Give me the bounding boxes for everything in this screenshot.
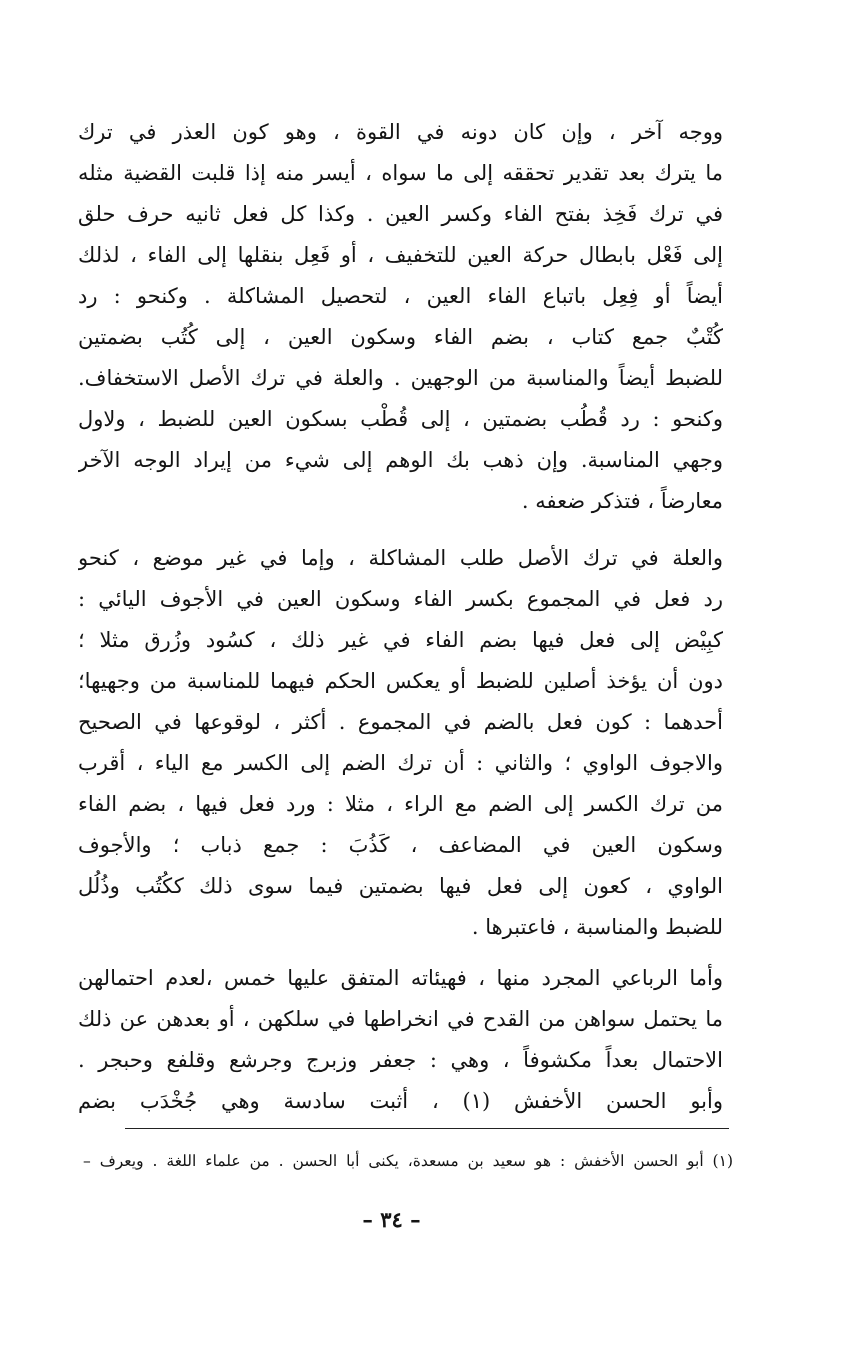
text-line: والعلة في ترك الأصل طلب المشاكلة ، وإما في غير موضع ، كنحو — [78, 546, 723, 570]
text-line: للضبط والمناسبة ، فاعتبرها . — [471, 915, 723, 939]
text-line: وأبو الحسن الأخفش (١) ، أثبت سادسة وهي جُخْدَب بضم — [78, 1089, 723, 1113]
text-line: وجهي المناسبة. وإن ذهب بك الوهم إلى شيء من إيراد الوجه الآخر — [78, 448, 723, 472]
text-line: وكنحو : رد قُطُب بضمتين ، إلى قُطْب بسكون العين للضبط ، ولاول — [78, 407, 723, 431]
text-line: والاجوف الواوي ؛ والثاني : أن ترك الضم إلى الكسر مع الياء ، أقرب — [78, 751, 723, 775]
text-line: أيضاً أو فِعِل باتباع الفاء العين ، لتحصيل المشاكلة . وكنحو : رد — [78, 284, 723, 308]
text-line: الاحتمال بعداً مكشوفاً ، وهي : جعفر وزبرج وجرشع وقلفع وحبجر . — [78, 1048, 723, 1072]
paragraph-1 — [78, 112, 723, 522]
text-line: أحدهما : كون فعل بالضم في المجموع . أكثر ، لوقوعها في الصحيح — [78, 710, 723, 734]
text-line: وسكون العين في المضاعف ، كَذُبَ : جمع ذباب ؛ والأجوف — [78, 833, 723, 857]
footnote-divider — [125, 1128, 729, 1129]
text-line: الواوي ، كعون إلى فعل فيها بضمتين فيما سوى ذلك ككُتُب وذُلُل — [78, 874, 723, 898]
text-line: إلى فَعْل بابطال حركة العين للتخفيف ، أو فَعِل بنقلها إلى الفاء ، لذلك — [78, 243, 723, 267]
text-line: ما يترك بعد تقدير تحققه إلى ما سواه ، أيسر منه إذا قلبت القضية مثله — [78, 161, 723, 185]
paragraph-3 — [78, 958, 723, 1122]
text-line: ما يحتمل سواهن من القدح في انخراطها في سلكهن ، أو بعدهن عن ذلك — [78, 1007, 723, 1031]
text-line: وأما الرباعي المجرد منها ، فهيئاته المتفق عليها خمس ،لعدم احتمالهن — [78, 966, 723, 990]
text-line: رد فعل في المجموع بكسر الفاء وسكون العين في الأجوف اليائي : — [78, 587, 723, 611]
text-line: دون أن يؤخذ أصلين للضبط أو يعكس الحكم فيهما للمناسبة من وجهيها؛ — [78, 669, 723, 693]
text-line: ووجه آخر ، وإن كان دونه في القوة ، وهو كون العذر في ترك — [78, 120, 723, 144]
text-line: معارضاً ، فتذكر ضعفه . — [521, 489, 723, 513]
text-line: كُتْبٌ جمع كتاب ، بضم الفاء وسكون العين ، إلى كُتُب بضمتين — [78, 325, 723, 349]
paragraph-2 — [78, 538, 723, 948]
text-line: في ترك فَخِذ بفتح الفاء وكسر العين . وكذا كل فعل ثانيه حرف حلق — [78, 202, 723, 226]
footnote: (١) أبو الحسن الأخفش : هو سعيد بن مسعدة، يكنى أبا الحسن . من علماء اللغة . ويعرف – — [83, 1152, 733, 1170]
page-number: – ٣٤ – — [362, 1207, 421, 1232]
text-line: من ترك الكسر إلى الضم مع الراء ، مثلا : ورد فعل فيها ، بضم الفاء — [78, 792, 723, 816]
text-line: للضبط أيضاً والمناسبة من الوجهين . والعلة في ترك الأصل الاستخفاف. — [78, 366, 723, 390]
text-line: كبِيْض إلى فعل فيها بضم الفاء في غير ذلك ، كسُود وزُرق مثلا ؛ — [78, 628, 723, 652]
